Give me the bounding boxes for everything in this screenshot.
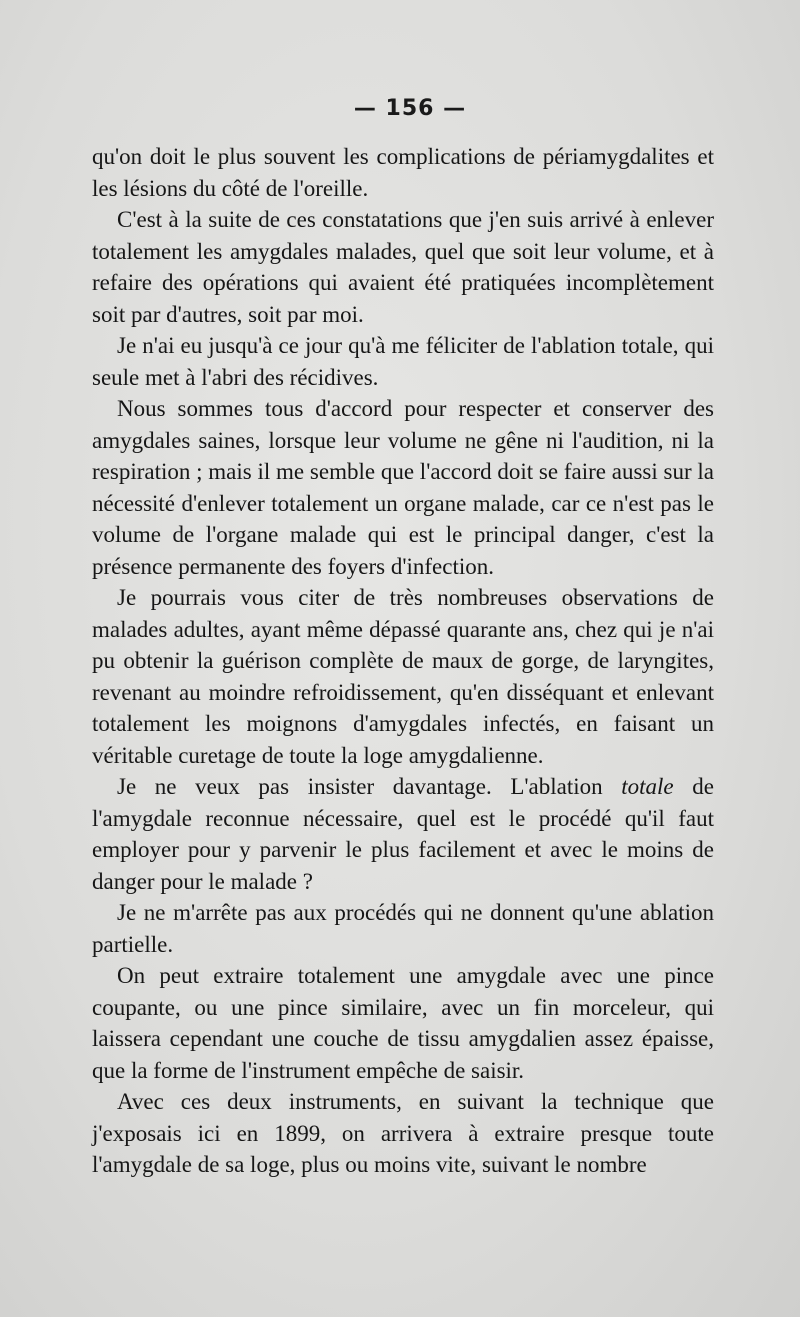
paragraph: On peut extraire totalement une amygdale avec une pince coupante, ou une pince similaire, avec un fin morceleur, qui laissera cependant une couche de tissu amygdalien assez épaisse, que la forme de l'instrument empêche de saisir. <box>92 963 714 1083</box>
paragraph-continuation: qu'on doit le plus souvent les complications de périamygdalites et les lésions du côté de l'oreille. <box>92 144 714 201</box>
emphasis-totale: totale <box>621 774 674 799</box>
paragraph: Je n'ai eu jusqu'à ce jour qu'à me féliciter de l'ablation totale, qui seule met à l'abri des récidives. <box>92 333 714 390</box>
paragraph: Je pourrais vous citer de très nombreuses observations de malades adultes, ayant même dépassé quarante ans, chez qui je n'ai pu obtenir la guérison complète de maux de gorge, de laryngites, revenant au moindre refroidissement, qu'en disséquant et enlevant totalement les moignons d'amygdales infectés, en faisant un véritable curetage de toute la loge amygdalienne. <box>92 585 714 768</box>
paragraph-with-emphasis <box>92 771 714 897</box>
body-text <box>92 141 714 1181</box>
text-span: de l'amygdale reconnue nécessaire, quel est le procédé qu'il faut employer pour y parvenir le plus facilement et avec le moins de danger pour le malade ? <box>92 774 714 894</box>
paragraph: Je ne m'arrête pas aux procédés qui ne donnent qu'une ablation partielle. <box>92 900 714 957</box>
paragraph: Nous sommes tous d'accord pour respecter et conserver des amygdales saines, lorsque leur volume ne gêne ni l'audition, ni la respiration ; mais il me semble que l'accord doit se faire aussi sur la nécessité d'enlever totalement un organe malade, car ce n'est pas le volume de l'organe malade qui est le principal danger, c'est la présence permanente des foyers d'infection. <box>92 396 714 579</box>
text-span: Je ne veux pas insister davantage. L'ablation <box>117 774 622 799</box>
paragraph: Avec ces deux instruments, en suivant la technique que j'exposais ici en 1899, on arrivera à extraire presque toute l'amygdale de sa loge, plus ou moins vite, suivant le nombre <box>92 1089 714 1177</box>
paragraph: C'est à la suite de ces constatations que j'en suis arrivé à enlever totalement les amygdales malades, quel que soit leur volume, et à refaire des opérations qui avaient été pratiquées incomplètement soit par d'autres, soit par moi. <box>92 207 714 327</box>
page-number: — 156 — <box>353 96 467 121</box>
